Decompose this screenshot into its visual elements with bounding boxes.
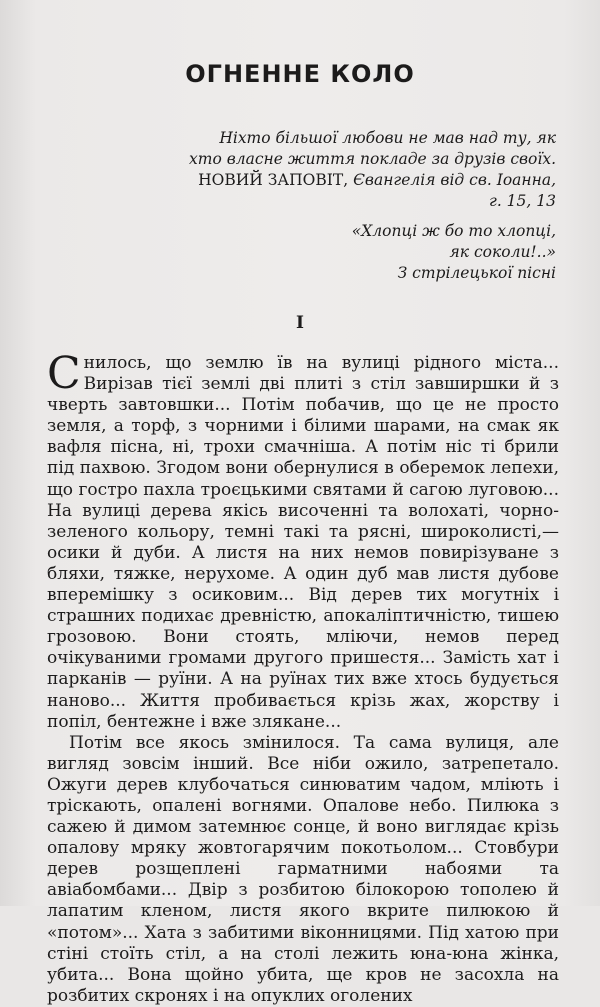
paragraph	[47, 348, 559, 733]
epigraph-bible	[76, 128, 556, 212]
epigraph-source-text: Євангелія від св. Іоанна,	[348, 171, 556, 189]
drop-cap: С	[47, 348, 81, 399]
epigraph-line: «Хлопці ж бо то хлопці,	[351, 222, 556, 240]
epigraph-source	[76, 170, 556, 191]
paragraph	[47, 733, 559, 1007]
chapter-title: ОГНЕННЕ КОЛО	[185, 60, 415, 88]
epigraph-chapter-ref: г. 15, 13	[489, 192, 556, 210]
epigraph-line: хто власне життя покладе за друзів своїх.	[189, 150, 556, 168]
paragraph-text: Потім все якось змінилося. Та сама вулиця, але вигляд зовсім інший. Все ніби ожило, затрепетало. Ожуги дерев клубочаться синюватим чадом, мліють і тріскають, опалені вогнями. Опалове небо. Пилюка з сажею й димом затемнює сонце, й воно виглядає крізь опалову мряку жовтогарячим покотьолом... Стовбури дерев розщеплені гарматними набоями та авіабомбами... Двір з розбитою білокорою тополею й лапатим кленом, листя якого вкрите пилюкою й «потом»... Хата з забитими віконницями. Під хатою при стіні стоїть стіл, а на столі лежить юна-юна жінка, убита... Вона щойно убита, ще кров не засохла на розбитих скронях і на опуклих оголених	[47, 732, 559, 1006]
epigraph-source: З стрілецької пісні	[397, 264, 556, 282]
paragraph-text: нилось, що землю їв на вулиці рідного міста... Вирізав тієї землі дві плиті з стіл завширшки й з чверть завтовшки... Потім побачив, що це не просто земля, а торф, з чорними і білими шарами, на смак як вафля пісна, ні, трохи смачніша. А потім ніс ті брили під пахвою. Згодом вони обернулися в оберемок лепехи, що гостро пахла троєцькими святами й сагою луговою... На вулиці дерева якісь височенні та волохаті, чорно-зеленого кольору, темні такі та рясні, широколисті,— осики й дуби. А листя на них немов повирізуване з бляхи, тяжке, нерухоме. А один дуб мав листя дубове вперемішку з осиковим... Від дерев тих могутніх і страшних подихає древністю, апокаліптичністю, тишею грозовою. Вони стоять, мліючи, немов перед очікуваними громами другого пришестя... Замість хат і парканів — руїни. А на руїнах тих вже хтось будується наново... Життя пробивається крізь жах, жорству і попіл, бентежне і вже злякане...	[47, 353, 559, 732]
epigraph-line: Ніхто більшої любови не мав над ту, як	[219, 129, 556, 147]
epigraph-source-caps: НОВИЙ ЗАПОВІТ,	[198, 171, 349, 189]
chapter-number: I	[296, 313, 304, 333]
epigraph-line: як соколи!..»	[449, 243, 556, 261]
epigraph-song	[156, 221, 556, 284]
body-text	[47, 348, 559, 1007]
